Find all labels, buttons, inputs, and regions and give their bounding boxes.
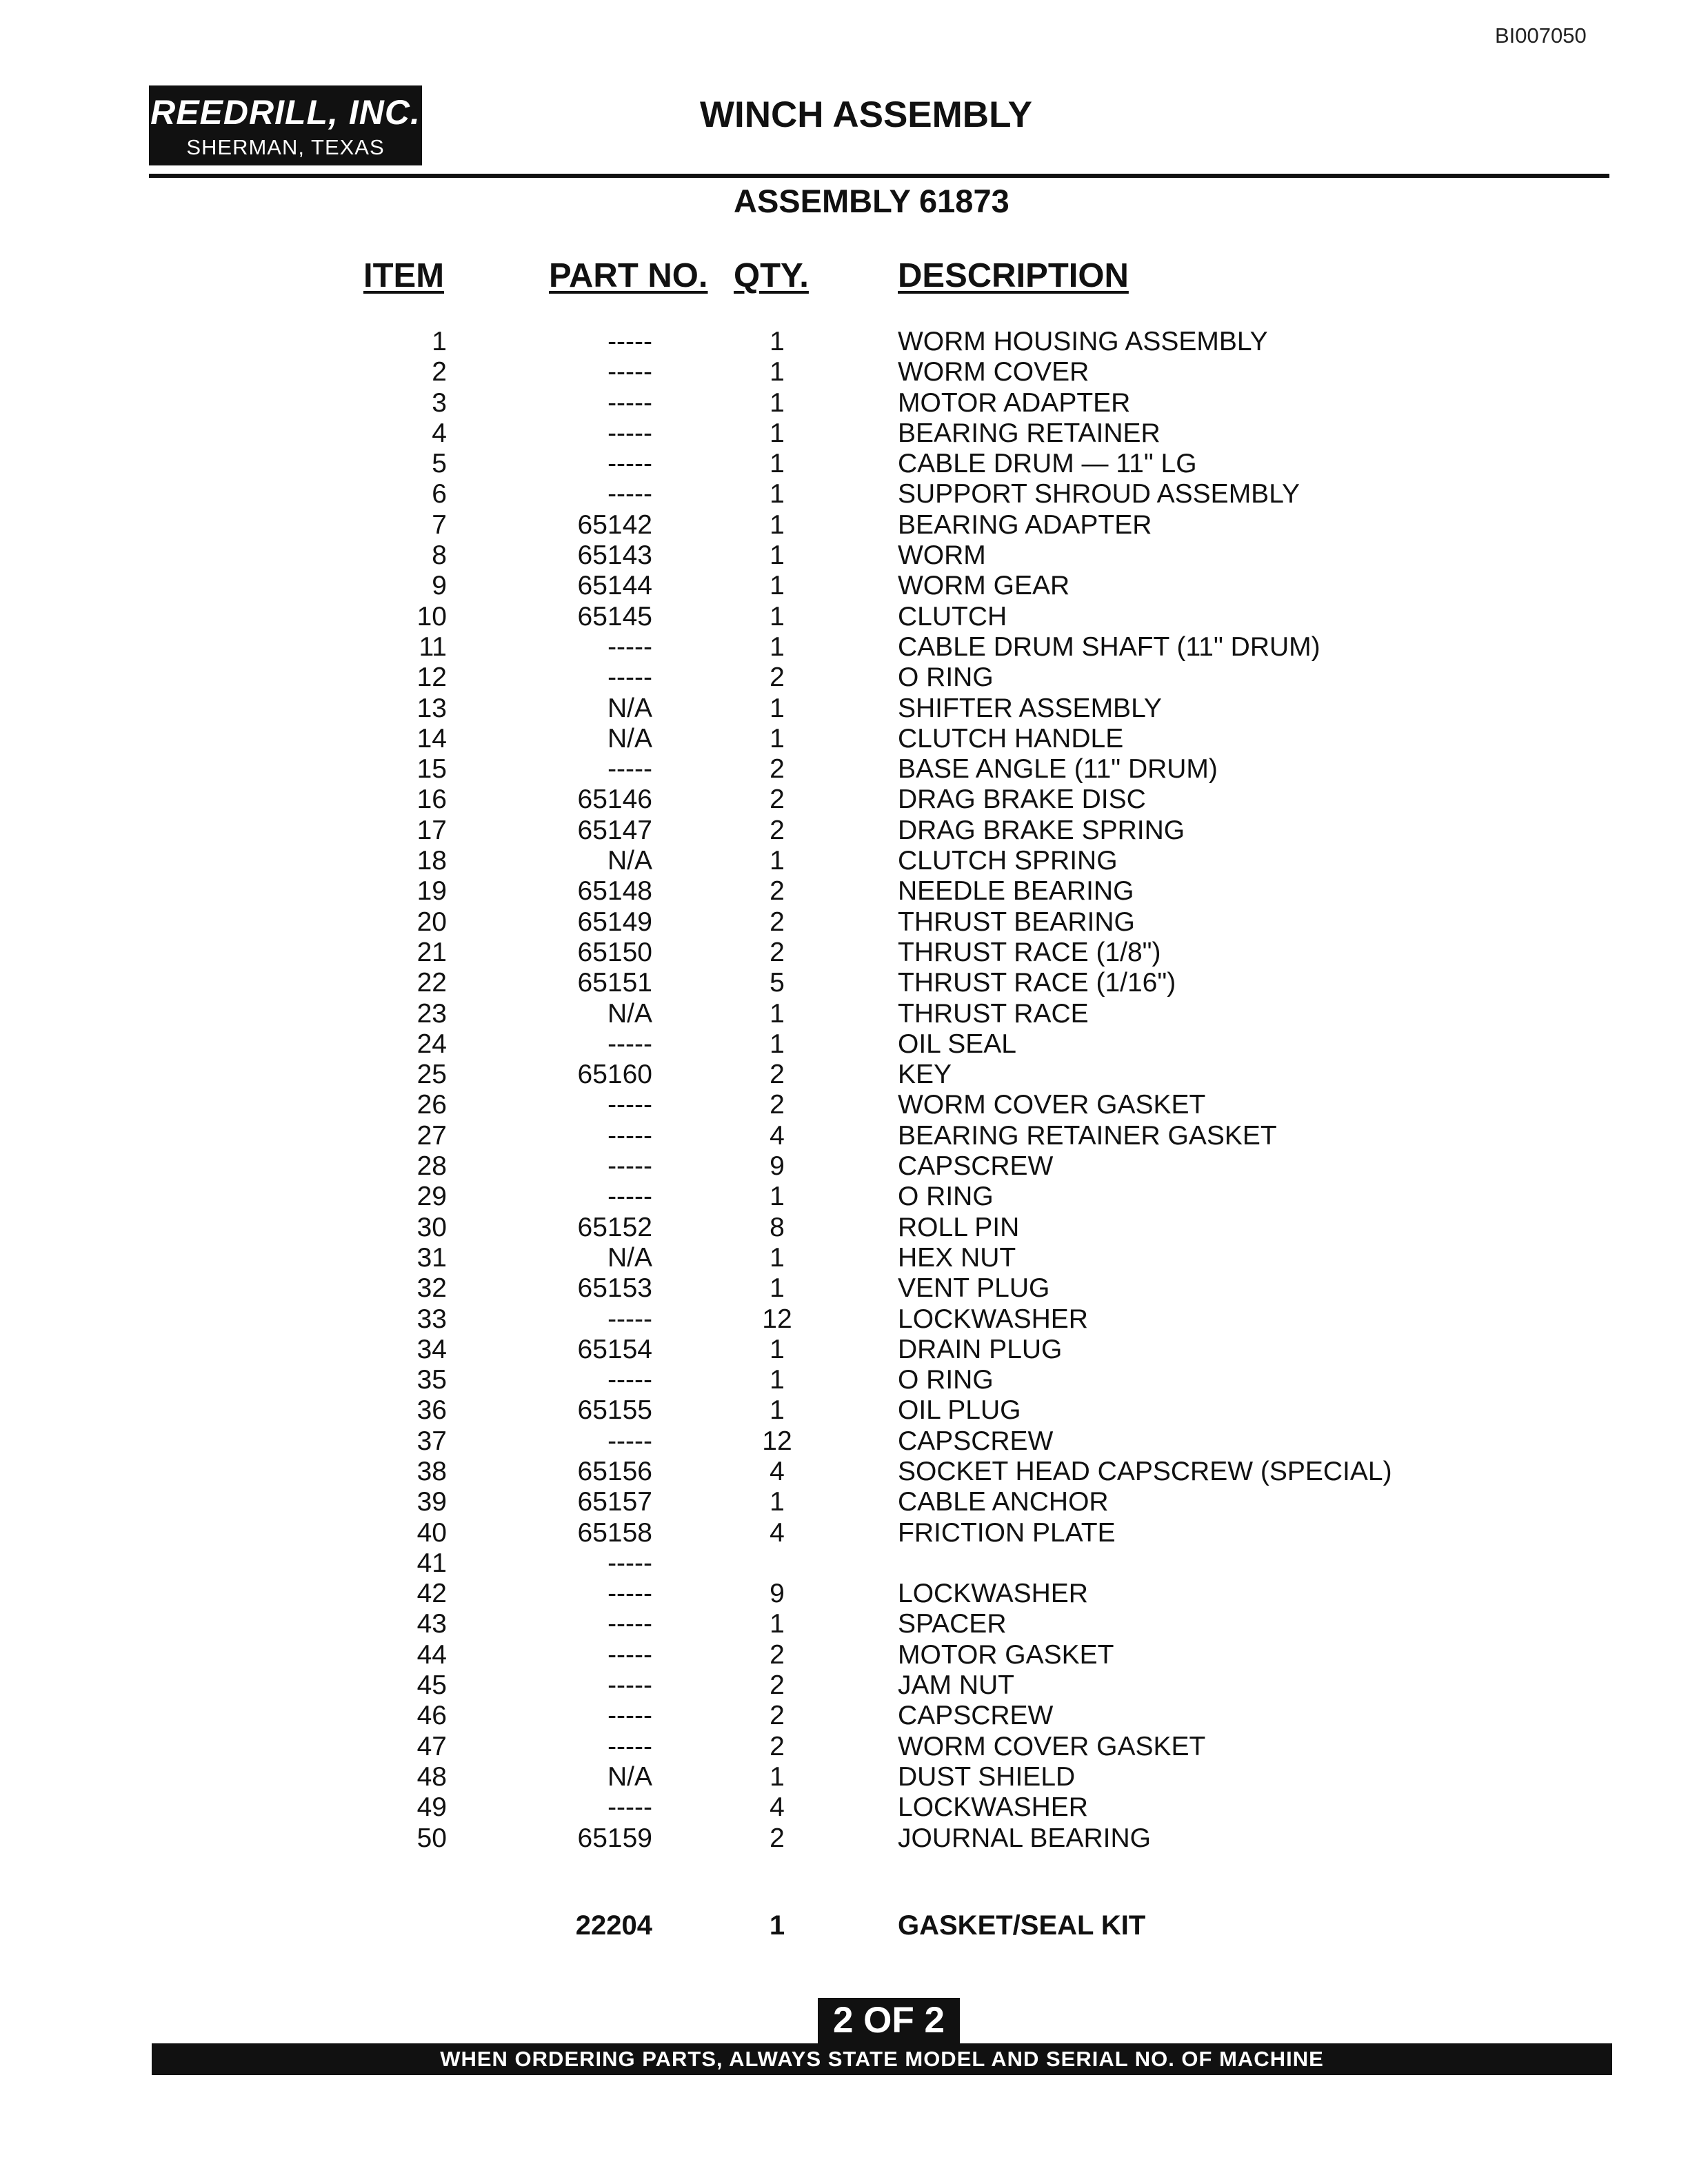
table-row bbox=[0, 724, 1688, 754]
part-number: ----- bbox=[607, 1120, 652, 1151]
table-row bbox=[0, 632, 1688, 663]
item-number: 24 bbox=[416, 1029, 447, 1059]
table-row bbox=[0, 1609, 1688, 1639]
quantity: 4 bbox=[770, 1792, 785, 1823]
quantity: 1 bbox=[770, 1334, 785, 1364]
description: BEARING RETAINER bbox=[898, 418, 1160, 448]
table-row bbox=[0, 663, 1688, 693]
item-number: 48 bbox=[416, 1761, 447, 1792]
part-number: N/A bbox=[607, 1761, 652, 1792]
table-row bbox=[0, 754, 1688, 785]
item-number: 14 bbox=[416, 723, 447, 754]
description: O RING bbox=[898, 1365, 994, 1395]
description: THRUST RACE (1/8") bbox=[898, 937, 1161, 967]
quantity: 9 bbox=[770, 1579, 785, 1609]
item-number: 35 bbox=[416, 1365, 447, 1395]
table-row bbox=[0, 388, 1688, 418]
quantity: 1 bbox=[770, 631, 785, 662]
item-number: 19 bbox=[416, 876, 447, 907]
column-header-part-no: PART NO. bbox=[549, 257, 708, 294]
item-number: 1 bbox=[432, 327, 447, 356]
table-row bbox=[0, 1304, 1688, 1335]
item-number: 11 bbox=[419, 631, 447, 662]
kit-row bbox=[0, 1908, 1688, 1943]
item-number: 29 bbox=[416, 1182, 447, 1212]
parts-list bbox=[0, 327, 1688, 1854]
item-number: 8 bbox=[432, 540, 447, 571]
quantity: 1 bbox=[770, 1242, 785, 1273]
table-row bbox=[0, 1395, 1688, 1426]
table-row bbox=[0, 418, 1688, 449]
item-number: 25 bbox=[416, 1060, 447, 1090]
table-row bbox=[0, 1792, 1688, 1823]
quantity: 1 bbox=[770, 1273, 785, 1304]
quantity: 2 bbox=[770, 1731, 785, 1761]
quantity: 8 bbox=[770, 1212, 785, 1242]
table-row bbox=[0, 1670, 1688, 1701]
description: BASE ANGLE (11" DRUM) bbox=[898, 754, 1218, 785]
description: CAPSCREW bbox=[898, 1701, 1054, 1731]
item-number: 36 bbox=[416, 1395, 447, 1426]
description: O RING bbox=[898, 663, 994, 693]
item-number: 47 bbox=[416, 1731, 447, 1761]
table-row bbox=[0, 1762, 1688, 1792]
quantity: 1 bbox=[770, 1182, 785, 1212]
item-number: 2 bbox=[432, 357, 447, 387]
table-row bbox=[0, 999, 1688, 1029]
table-row bbox=[0, 1426, 1688, 1457]
description: CABLE ANCHOR bbox=[898, 1487, 1109, 1517]
table-row bbox=[0, 479, 1688, 509]
table-row bbox=[0, 571, 1688, 601]
column-header-qty: QTY. bbox=[734, 257, 809, 294]
table-row bbox=[0, 694, 1688, 724]
quantity: 2 bbox=[770, 663, 785, 693]
quantity: 2 bbox=[770, 1639, 785, 1670]
item-number: 7 bbox=[432, 509, 447, 540]
item-number: 34 bbox=[416, 1334, 447, 1364]
part-number: ----- bbox=[607, 357, 652, 387]
description: KEY bbox=[898, 1060, 952, 1090]
quantity: 1 bbox=[770, 846, 785, 876]
table-row bbox=[0, 510, 1688, 540]
description: CABLE DRUM SHAFT (11" DRUM) bbox=[898, 631, 1320, 662]
description: CLUTCH bbox=[898, 601, 1007, 631]
description: WORM COVER GASKET bbox=[898, 1731, 1206, 1761]
table-row bbox=[0, 1732, 1688, 1762]
item-number: 9 bbox=[432, 571, 447, 601]
part-number: 65146 bbox=[577, 785, 652, 815]
part-number: 65150 bbox=[577, 937, 652, 967]
table-row bbox=[0, 449, 1688, 479]
quantity: 2 bbox=[770, 1823, 785, 1853]
table-row bbox=[0, 1029, 1688, 1060]
table-row bbox=[0, 1823, 1688, 1854]
part-number: ----- bbox=[607, 479, 652, 509]
company-name: REEDRILL, INC. bbox=[150, 93, 421, 132]
description: SHIFTER ASSEMBLY bbox=[898, 693, 1162, 723]
part-number: 65148 bbox=[577, 876, 652, 907]
table-row bbox=[0, 938, 1688, 968]
item-number: 12 bbox=[416, 663, 447, 693]
header-divider bbox=[149, 174, 1609, 178]
item-number: 20 bbox=[416, 907, 447, 937]
item-number: 17 bbox=[416, 815, 447, 845]
item-number: 37 bbox=[416, 1426, 447, 1456]
quantity: 4 bbox=[770, 1120, 785, 1151]
item-number: 44 bbox=[416, 1639, 447, 1670]
kit-description: GASKET/SEAL KIT bbox=[898, 1910, 1146, 1941]
quantity: 1 bbox=[770, 327, 785, 356]
item-number: 10 bbox=[416, 601, 447, 631]
page-title: WINCH ASSEMBLY bbox=[700, 94, 1032, 135]
description: LOCKWASHER bbox=[898, 1579, 1088, 1609]
quantity: 2 bbox=[770, 1670, 785, 1701]
part-number: N/A bbox=[607, 723, 652, 754]
part-number: ----- bbox=[607, 1029, 652, 1059]
item-number: 23 bbox=[416, 998, 447, 1029]
part-number: 65151 bbox=[577, 968, 652, 998]
description: WORM bbox=[898, 540, 986, 571]
quantity: 4 bbox=[770, 1517, 785, 1548]
part-number: 65155 bbox=[577, 1395, 652, 1426]
quantity: 2 bbox=[770, 1701, 785, 1731]
company-logo bbox=[149, 85, 422, 165]
part-number: ----- bbox=[607, 1639, 652, 1670]
table-row bbox=[0, 1579, 1688, 1609]
item-number: 13 bbox=[416, 693, 447, 723]
part-number: N/A bbox=[607, 846, 652, 876]
part-number: ----- bbox=[607, 1579, 652, 1609]
quantity: 1 bbox=[770, 1365, 785, 1395]
table-row bbox=[0, 1213, 1688, 1243]
description: WORM GEAR bbox=[898, 571, 1070, 601]
description: CLUTCH HANDLE bbox=[898, 723, 1124, 754]
description: DRAIN PLUG bbox=[898, 1334, 1063, 1364]
part-number: 65157 bbox=[577, 1487, 652, 1517]
quantity: 2 bbox=[770, 876, 785, 907]
part-number: ----- bbox=[607, 1609, 652, 1639]
quantity: 1 bbox=[770, 1761, 785, 1792]
part-number: ----- bbox=[607, 1090, 652, 1120]
quantity: 2 bbox=[770, 1090, 785, 1120]
table-row bbox=[0, 907, 1688, 938]
part-number: ----- bbox=[607, 418, 652, 448]
table-row bbox=[0, 540, 1688, 571]
item-number: 40 bbox=[416, 1517, 447, 1548]
part-number: N/A bbox=[607, 693, 652, 723]
description: MOTOR GASKET bbox=[898, 1639, 1114, 1670]
quantity: 1 bbox=[770, 1609, 785, 1639]
description: VENT PLUG bbox=[898, 1273, 1050, 1304]
description: OIL PLUG bbox=[898, 1395, 1021, 1426]
part-number: ----- bbox=[607, 631, 652, 662]
item-number: 46 bbox=[416, 1701, 447, 1731]
table-row bbox=[0, 1518, 1688, 1548]
description: BEARING ADAPTER bbox=[898, 509, 1152, 540]
table-row bbox=[0, 846, 1688, 876]
description: JAM NUT bbox=[898, 1670, 1014, 1701]
description: JOURNAL BEARING bbox=[898, 1823, 1151, 1853]
table-row bbox=[0, 785, 1688, 815]
quantity: 1 bbox=[770, 357, 785, 387]
description: BEARING RETAINER GASKET bbox=[898, 1120, 1277, 1151]
description: NEEDLE BEARING bbox=[898, 876, 1134, 907]
description: ROLL PIN bbox=[898, 1212, 1020, 1242]
item-number: 26 bbox=[416, 1090, 447, 1120]
part-number: ----- bbox=[607, 1365, 652, 1395]
description: SOCKET HEAD CAPSCREW (SPECIAL) bbox=[898, 1456, 1392, 1486]
quantity: 1 bbox=[770, 1395, 785, 1426]
table-row bbox=[0, 1457, 1688, 1487]
table-row bbox=[0, 1090, 1688, 1120]
column-header-description: DESCRIPTION bbox=[898, 257, 1129, 294]
part-number: 65153 bbox=[577, 1273, 652, 1304]
part-number: ----- bbox=[607, 663, 652, 693]
part-number: ----- bbox=[607, 1304, 652, 1334]
item-number: 5 bbox=[432, 449, 447, 479]
kit-part-no: 22204 bbox=[575, 1910, 652, 1941]
table-row bbox=[0, 1121, 1688, 1151]
part-number: ----- bbox=[607, 327, 652, 356]
quantity: 1 bbox=[770, 387, 785, 418]
quantity: 1 bbox=[770, 509, 785, 540]
part-number: ----- bbox=[607, 754, 652, 785]
quantity: 12 bbox=[762, 1426, 792, 1456]
quantity: 1 bbox=[770, 540, 785, 571]
quantity: 1 bbox=[770, 693, 785, 723]
description: OIL SEAL bbox=[898, 1029, 1016, 1059]
quantity: 1 bbox=[770, 998, 785, 1029]
part-number: ----- bbox=[607, 1182, 652, 1212]
item-number: 3 bbox=[432, 387, 447, 418]
quantity: 1 bbox=[770, 723, 785, 754]
table-row bbox=[0, 1182, 1688, 1212]
item-number: 45 bbox=[416, 1670, 447, 1701]
table-row bbox=[0, 816, 1688, 846]
item-number: 28 bbox=[416, 1151, 447, 1182]
quantity: 1 bbox=[770, 1029, 785, 1059]
description: WORM COVER bbox=[898, 357, 1089, 387]
description: HEX NUT bbox=[898, 1242, 1016, 1273]
quantity: 4 bbox=[770, 1456, 785, 1486]
item-number: 42 bbox=[416, 1579, 447, 1609]
description: O RING bbox=[898, 1182, 994, 1212]
part-number: 65160 bbox=[577, 1060, 652, 1090]
item-number: 16 bbox=[416, 785, 447, 815]
table-row bbox=[0, 1335, 1688, 1365]
page-number-badge: 2 OF 2 bbox=[818, 1998, 960, 2043]
part-number: ----- bbox=[607, 387, 652, 418]
item-number: 50 bbox=[416, 1823, 447, 1853]
quantity: 2 bbox=[770, 815, 785, 845]
description: DRAG BRAKE SPRING bbox=[898, 815, 1185, 845]
description: LOCKWASHER bbox=[898, 1792, 1088, 1823]
part-number: ----- bbox=[607, 1426, 652, 1456]
item-number: 38 bbox=[416, 1456, 447, 1486]
description: CAPSCREW bbox=[898, 1151, 1054, 1182]
assembly-number: ASSEMBLY 61873 bbox=[734, 183, 1009, 219]
description: WORM COVER GASKET bbox=[898, 1090, 1206, 1120]
item-number: 41 bbox=[416, 1548, 447, 1578]
description: THRUST RACE bbox=[898, 998, 1089, 1029]
quantity: 2 bbox=[770, 907, 785, 937]
part-number: 65142 bbox=[577, 509, 652, 540]
table-row bbox=[0, 1701, 1688, 1731]
quantity: 5 bbox=[770, 968, 785, 998]
item-number: 49 bbox=[416, 1792, 447, 1823]
description: LOCKWASHER bbox=[898, 1304, 1088, 1334]
quantity: 9 bbox=[770, 1151, 785, 1182]
description: CABLE DRUM — 11" LG bbox=[898, 449, 1197, 479]
item-number: 18 bbox=[416, 846, 447, 876]
part-number: ----- bbox=[607, 1151, 652, 1182]
table-row bbox=[0, 1273, 1688, 1304]
part-number: N/A bbox=[607, 998, 652, 1029]
description: SPACER bbox=[898, 1609, 1007, 1639]
part-number: ----- bbox=[607, 1670, 652, 1701]
table-row bbox=[0, 1151, 1688, 1182]
part-number: 65149 bbox=[577, 907, 652, 937]
table-row bbox=[0, 602, 1688, 632]
description: SUPPORT SHROUD ASSEMBLY bbox=[898, 479, 1300, 509]
quantity: 12 bbox=[762, 1304, 792, 1334]
quantity: 2 bbox=[770, 937, 785, 967]
table-row bbox=[0, 1060, 1688, 1090]
item-number: 33 bbox=[416, 1304, 447, 1334]
item-number: 32 bbox=[416, 1273, 447, 1304]
quantity: 1 bbox=[770, 571, 785, 601]
part-number: N/A bbox=[607, 1242, 652, 1273]
description: FRICTION PLATE bbox=[898, 1517, 1116, 1548]
item-number: 21 bbox=[416, 937, 447, 967]
part-number: ----- bbox=[607, 1548, 652, 1578]
item-number: 15 bbox=[416, 754, 447, 785]
item-number: 43 bbox=[416, 1609, 447, 1639]
part-number: 65145 bbox=[577, 601, 652, 631]
part-number: 65158 bbox=[577, 1517, 652, 1548]
quantity: 2 bbox=[770, 785, 785, 815]
table-row bbox=[0, 327, 1688, 357]
item-number: 30 bbox=[416, 1212, 447, 1242]
part-number: 65147 bbox=[577, 815, 652, 845]
quantity: 1 bbox=[770, 601, 785, 631]
part-number: ----- bbox=[607, 1701, 652, 1731]
description: MOTOR ADAPTER bbox=[898, 387, 1131, 418]
description: WORM HOUSING ASSEMBLY bbox=[898, 327, 1268, 356]
item-number: 27 bbox=[416, 1120, 447, 1151]
quantity: 2 bbox=[770, 754, 785, 785]
part-number: 65144 bbox=[577, 571, 652, 601]
kit-qty: 1 bbox=[769, 1910, 785, 1941]
table-row bbox=[0, 876, 1688, 907]
document-id: BI007050 bbox=[1495, 23, 1587, 48]
part-number: 65154 bbox=[577, 1334, 652, 1364]
quantity: 1 bbox=[770, 1487, 785, 1517]
item-number: 4 bbox=[432, 418, 447, 448]
description: DUST SHIELD bbox=[898, 1761, 1076, 1792]
footer-note: WHEN ORDERING PARTS, ALWAYS STATE MODEL AND SERIAL NO. OF MACHINE bbox=[152, 2043, 1612, 2075]
item-number: 6 bbox=[432, 479, 447, 509]
part-number: 65159 bbox=[577, 1823, 652, 1853]
table-row bbox=[0, 1365, 1688, 1395]
part-number: 65152 bbox=[577, 1212, 652, 1242]
quantity: 1 bbox=[770, 418, 785, 448]
company-location: SHERMAN, TEXAS bbox=[186, 135, 385, 159]
quantity: 2 bbox=[770, 1060, 785, 1090]
quantity: 1 bbox=[770, 479, 785, 509]
column-header-item: ITEM bbox=[363, 257, 445, 294]
item-number: 31 bbox=[416, 1242, 447, 1273]
quantity: 1 bbox=[770, 449, 785, 479]
table-row bbox=[0, 1548, 1688, 1579]
part-number: 65156 bbox=[577, 1456, 652, 1486]
description: CLUTCH SPRING bbox=[898, 846, 1118, 876]
description: CAPSCREW bbox=[898, 1426, 1054, 1456]
table-row bbox=[0, 968, 1688, 998]
table-row bbox=[0, 1487, 1688, 1517]
table-row bbox=[0, 357, 1688, 387]
item-number: 22 bbox=[416, 968, 447, 998]
part-number: 65143 bbox=[577, 540, 652, 571]
table-row bbox=[0, 1640, 1688, 1670]
part-number: ----- bbox=[607, 1731, 652, 1761]
description: THRUST RACE (1/16") bbox=[898, 968, 1176, 998]
table-row bbox=[0, 1243, 1688, 1273]
description: DRAG BRAKE DISC bbox=[898, 785, 1146, 815]
part-number: ----- bbox=[607, 449, 652, 479]
description: THRUST BEARING bbox=[898, 907, 1135, 937]
part-number: ----- bbox=[607, 1792, 652, 1823]
item-number: 39 bbox=[416, 1487, 447, 1517]
